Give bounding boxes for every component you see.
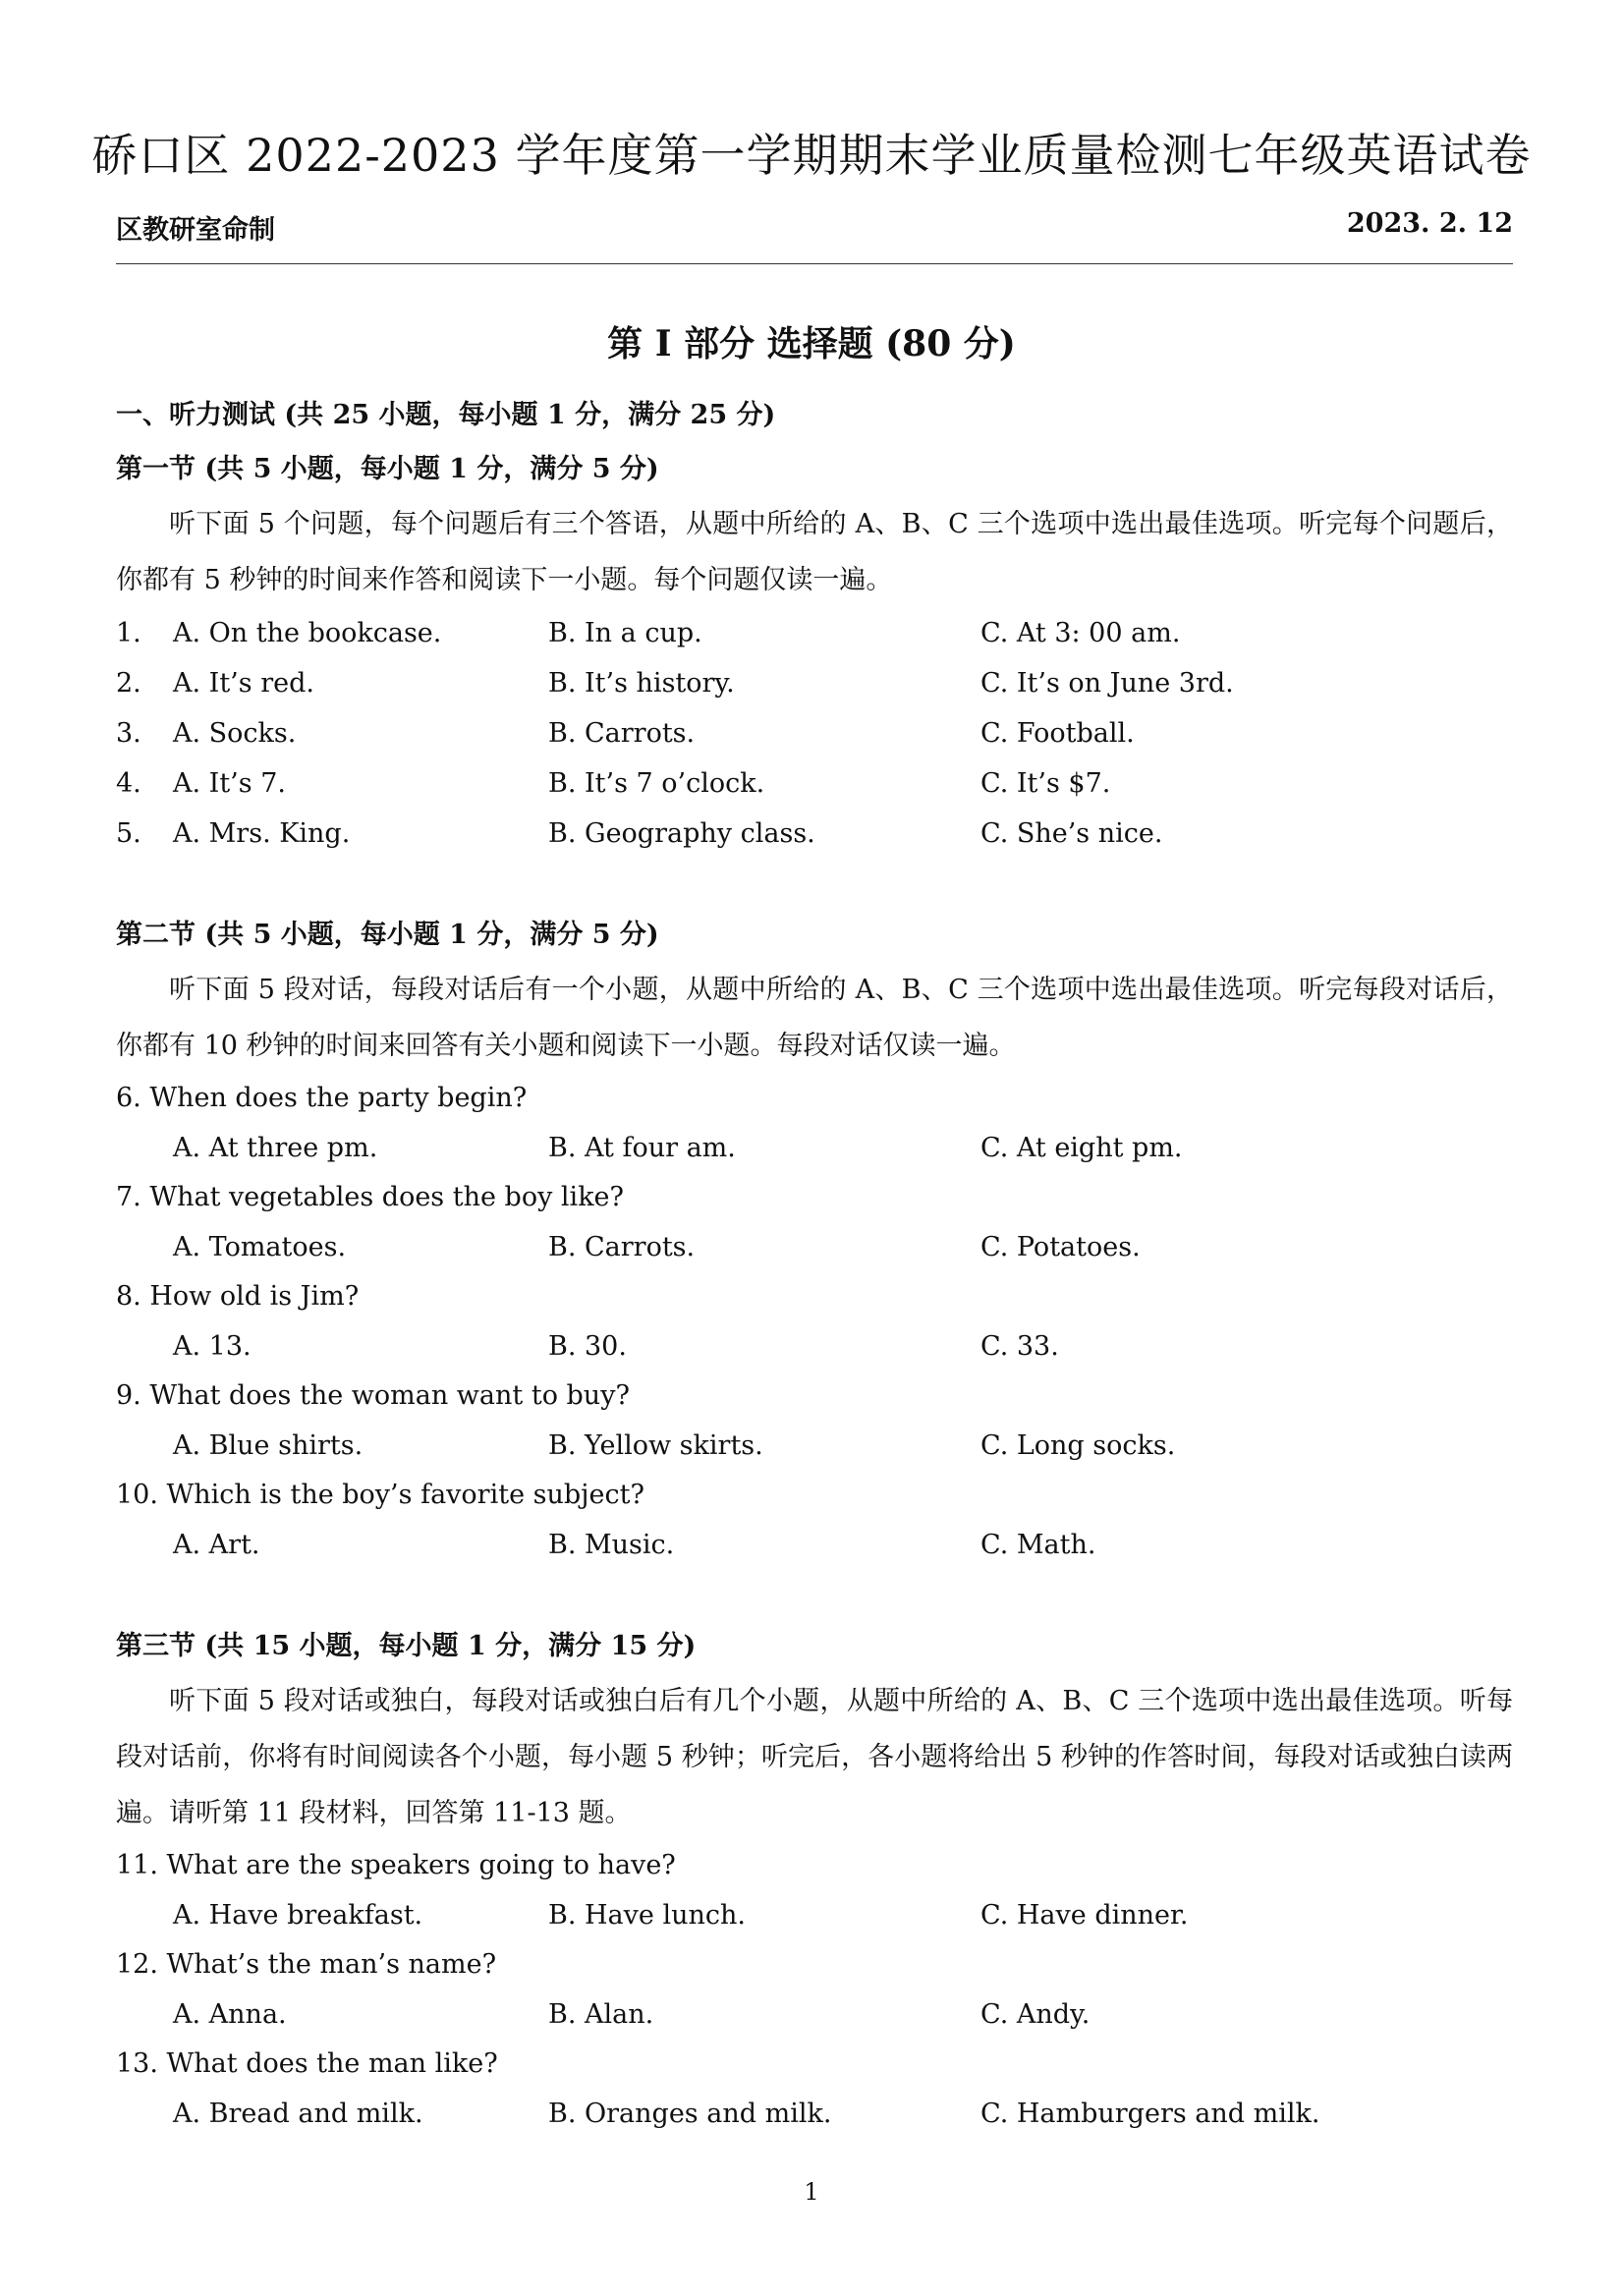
part1-instructions: 听下面 5 个问题，每个问题后有三个答语，从题中所给的 A、B、C 三个选项中选出最佳选项。听完每个问题后，你都有 5 秒钟的时间来作答和阅读下一小题。每个问题仅读一遍。 [116, 509, 1513, 595]
question-number: 3. [116, 718, 141, 749]
option-a: A. Have breakfast. [173, 1900, 423, 1931]
section-heading: 一、听力测试 (共 25 小题，每小题 1 分，满分 25 分) [116, 400, 776, 430]
page-number: 1 [804, 2178, 819, 2206]
part2-instructions: 听下面 5 段对话，每段对话后有一个小题，从题中所给的 A、B、C 三个选项中选出最佳选项。听完每段对话后，你都有 10 秒钟的时间来回答有关小题和阅读下一小题。每段对话仅读一遍。 [116, 975, 1513, 1061]
question-text: 8. How old is Jim? [116, 1281, 360, 1312]
option-c: C. It’s $7. [980, 768, 1111, 799]
part3-heading: 第三节 (共 15 小题，每小题 1 分，满分 15 分) [116, 1631, 697, 1661]
exam-content [116, 388, 1513, 2139]
option-a: A. On the bookcase. [173, 618, 442, 648]
option-b: B. At four am. [548, 1133, 736, 1163]
answer-options [116, 2089, 1513, 2139]
question-row [116, 658, 1513, 708]
part1-question-list [116, 608, 1513, 859]
option-b: B. Oranges and milk. [548, 2099, 832, 2129]
exam-title: 硚口区 2022-2023 学年度第一学期期末学业质量检测七年级英语试卷 [91, 129, 1532, 182]
question-text: 7. What vegetables does the boy like? [116, 1182, 625, 1212]
option-b: B. 30. [548, 1331, 627, 1362]
question-number: 1. [116, 618, 141, 648]
option-b: B. Music. [548, 1530, 675, 1560]
answer-options [116, 1890, 1513, 1940]
question-text: 11. What are the speakers going to have? [116, 1850, 676, 1880]
option-b: B. It’s 7 o’clock. [548, 768, 765, 799]
option-b: B. Yellow skirts. [548, 1430, 763, 1461]
option-b: B. It’s history. [548, 668, 735, 699]
option-b: B. Geography class. [548, 818, 815, 849]
answer-options [116, 1989, 1513, 2040]
question-number: 5. [116, 818, 141, 849]
option-b: B. Carrots. [548, 718, 696, 749]
part1-heading: 第一节 (共 5 小题，每小题 1 分，满分 5 分) [116, 454, 659, 484]
option-c: C. Andy. [980, 1999, 1091, 2030]
option-c: C. Hamburgers and milk. [980, 2099, 1320, 2129]
part-title: 第 I 部分 选择题 (80 分) [607, 323, 1016, 364]
answer-options [116, 1123, 1513, 1173]
question-text: 9. What does the woman want to buy? [116, 1380, 630, 1411]
part2-heading: 第二节 (共 5 小题，每小题 1 分，满分 5 分) [116, 920, 659, 950]
header-divider [116, 263, 1513, 264]
option-a: A. Bread and milk. [173, 2099, 423, 2129]
question-row [116, 608, 1513, 658]
question-number: 2. [116, 668, 141, 699]
option-a: A. Art. [173, 1530, 260, 1560]
part3-instructions: 听下面 5 段对话或独白，每段对话或独白后有几个小题，从题中所给的 A、B、C 三个选项中选出最佳选项。听每段对话前，你将有时间阅读各个小题，每小题 5 秒钟；听完后，各小题将给出 5 秒钟的作答时间，每段对话或独白读两遍。请听第 11 段材料，回答第 11-13 题。 [116, 1686, 1513, 1828]
option-c: C. Math. [980, 1530, 1096, 1560]
option-c: C. She’s nice. [980, 818, 1163, 849]
question-row [116, 708, 1513, 758]
question-text: 10. Which is the boy’s favorite subject? [116, 1480, 644, 1510]
option-c: C. Football. [980, 718, 1135, 749]
question-row [116, 758, 1513, 809]
question-row [116, 809, 1513, 859]
question-number: 4. [116, 768, 141, 799]
option-a: A. Mrs. King. [173, 818, 351, 849]
question-text: 13. What does the man like? [116, 2048, 498, 2079]
option-a: A. 13. [173, 1331, 252, 1362]
answer-options [116, 1321, 1513, 1372]
issuer-label: 区教研室命制 [116, 215, 275, 246]
option-b: B. Alan. [548, 1999, 654, 2030]
option-a: A. It’s red. [173, 668, 314, 699]
option-a: A. At three pm. [173, 1133, 378, 1163]
option-c: C. It’s on June 3rd. [980, 668, 1234, 699]
part3-question-list [116, 1841, 1513, 2139]
option-c: C. Have dinner. [980, 1900, 1189, 1931]
answer-options [116, 1421, 1513, 1471]
part2-question-list [116, 1074, 1513, 1570]
option-a: A. Socks. [173, 718, 297, 749]
option-b: B. In a cup. [548, 618, 702, 648]
option-c: C. Potatoes. [980, 1232, 1141, 1262]
option-a: A. It’s 7. [173, 768, 286, 799]
option-c: C. At eight pm. [980, 1133, 1183, 1163]
option-b: B. Carrots. [548, 1232, 696, 1262]
option-c: C. At 3: 00 am. [980, 618, 1181, 648]
question-text: 12. What’s the man’s name? [116, 1949, 497, 1980]
option-a: A. Anna. [173, 1999, 287, 2030]
option-a: A. Tomatoes. [173, 1232, 347, 1262]
exam-date: 2023. 2. 12 [1346, 208, 1513, 239]
answer-options [116, 1520, 1513, 1570]
option-b: B. Have lunch. [548, 1900, 746, 1931]
option-c: C. Long socks. [980, 1430, 1176, 1461]
option-a: A. Blue shirts. [173, 1430, 364, 1461]
question-text: 6. When does the party begin? [116, 1083, 528, 1113]
answer-options [116, 1222, 1513, 1272]
option-c: C. 33. [980, 1331, 1059, 1362]
